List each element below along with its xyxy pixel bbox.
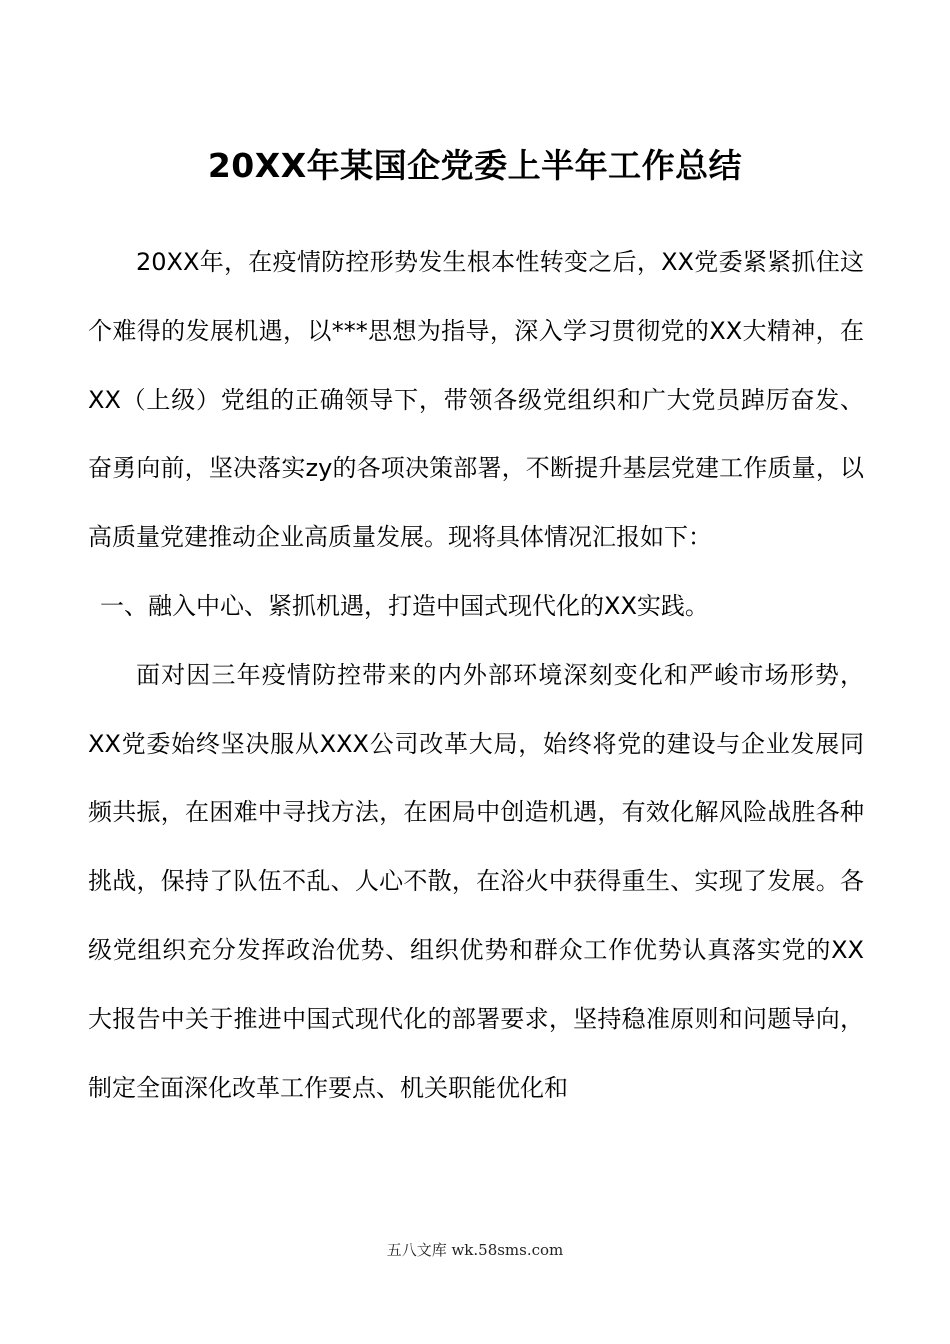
document-body [88,228,864,1122]
section-heading: 一、融入中心、紧抓机遇，打造中国式现代化的XX实践。 [100,591,709,620]
intro-paragraph: 20XX年，在疫情防控形势发生根本性转变之后，XX党委紧紧抓住这个难得的发展机遇，以***思想为指导，深入学习贯彻党的XX大精神，在XX（上级）党组的正确领导下，带领各级党组织和广大党员踔厉奋发、奋勇向前，坚决落实zy的各项决策部署，不断提升基层党建工作质量，以高质量党建推动企业高质量发展。现将具体情况汇报如下： [88,248,864,552]
page-footer: 五八文库 wk.58sms.com [386,1241,564,1259]
section-paragraph: 面对因三年疫情防控带来的内外部环境深刻变化和严峻市场形势，XX党委始终坚决服从XXX公司改革大局，始终将党的建设与企业发展同频共振，在困难中寻找方法，在困局中创造机遇，有效化解风险战胜各种挑战，保持了队伍不乱、人心不散，在浴火中获得重生、实现了发展。各级党组织充分发挥政治优势、组织优势和群众工作优势认真落实党的XX大报告中关于推进中国式现代化的部署要求，坚持稳准原则和问题导向，制定全面深化改革工作要点、机关职能优化和 [88,660,864,1102]
document-title: 20XX年某国企党委上半年工作总结 [207,146,743,185]
